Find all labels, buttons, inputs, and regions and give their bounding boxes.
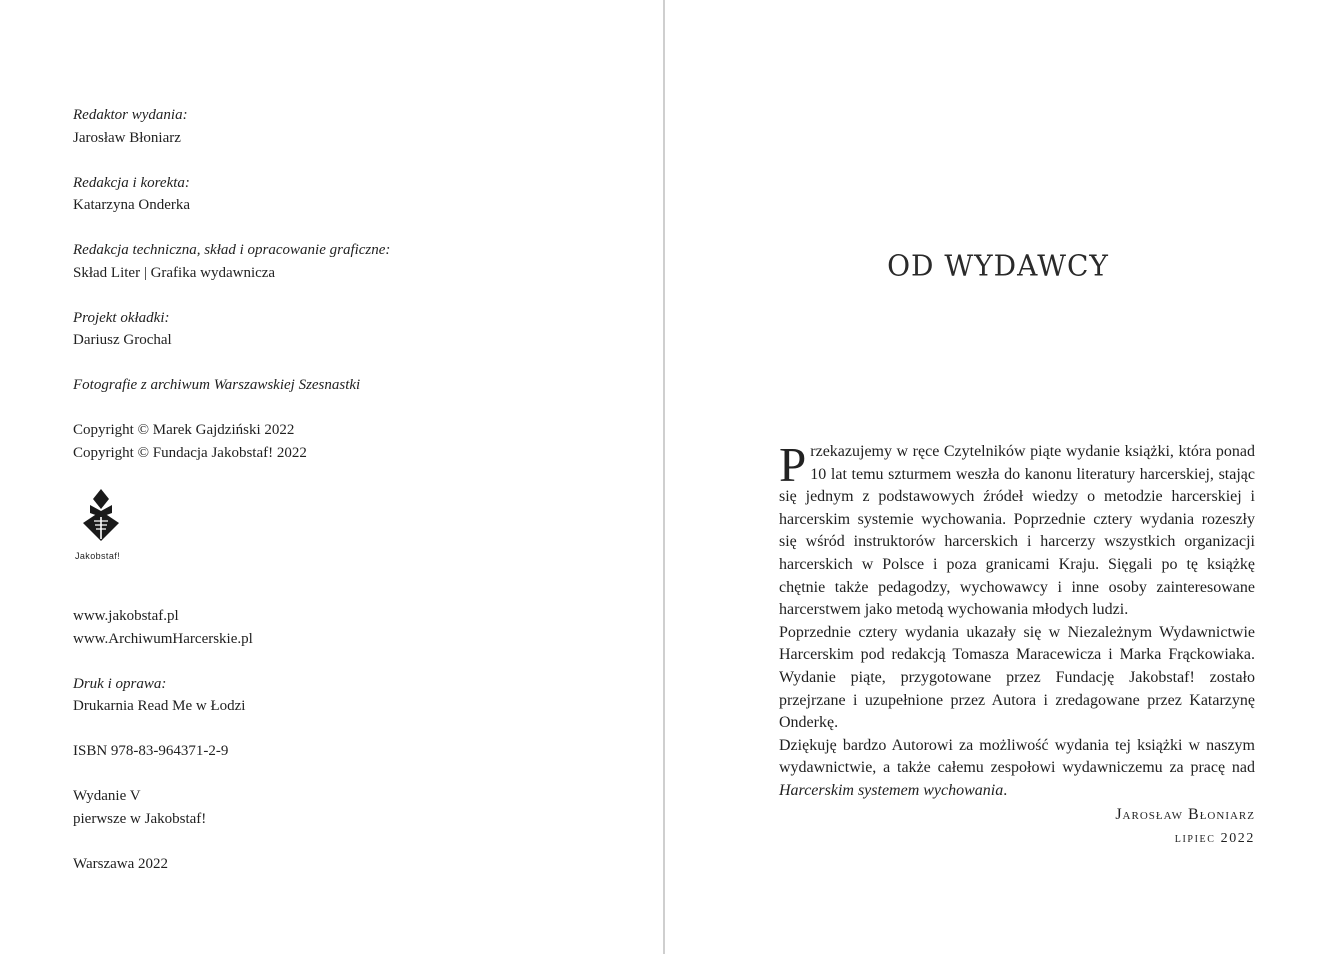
paragraph-3-end: . (1003, 781, 1008, 799)
print-label: Druk i oprawa: (73, 675, 167, 692)
editor-credit (73, 104, 633, 149)
copyright-publisher: Copyright © Fundacja Jakobstaf! 2022 (73, 444, 307, 461)
place-year-block (73, 853, 633, 876)
right-page (665, 0, 1331, 954)
paragraph-1-text: rzekazujemy w ręce Czytelników piąte wydanie książki, która ponad 10 lat temu szturmem weszła do kanonu literatury harcerskiej, stając się jednym z podstawowych źródeł wiedzy o metodzie harcerskiej i harcerskim systemie wychowania. Poprzednie cztery wydania rozeszły się wśród instruktorów harcerskich i harcerzy wszystkich organizacji harcerskich w Polsce i poza granicami Kraju. Sięgali po tę książkę chętnie także pedagodzy, wychowawcy i inne osoby zainteresowane harcerstwem jako metodą wychowania młodych ludzi. (779, 443, 1255, 619)
proofreading-credit (73, 172, 633, 217)
book-title-reference: Harcerskim systemem wychowania (779, 781, 1004, 799)
technical-credit (73, 239, 633, 284)
place-year: Warszawa 2022 (73, 855, 169, 872)
signature (1115, 803, 1255, 851)
fleur-de-lis-icon (81, 487, 121, 543)
photo-credit-text: Fotografie z archiwum Warszawskiej Szesnastki (73, 377, 361, 393)
websites-block (73, 605, 633, 650)
website-archiwum[interactable]: www.ArchiwumHarcerskie.pl (73, 630, 253, 647)
website-jakobstaf[interactable]: www.jakobstaf.pl (73, 608, 179, 624)
edition-block (73, 785, 633, 830)
cover-credit (73, 307, 633, 352)
edition-number: Wydanie V (73, 788, 141, 804)
cover-label: Projekt okładki: (73, 309, 170, 326)
editor-value: Jarosław Błoniarz (73, 129, 181, 146)
signature-date: lipiec 2022 (1174, 831, 1255, 846)
copyright-block (73, 419, 633, 464)
print-value: Drukarnia Read Me w Łodzi (73, 698, 246, 714)
technical-value: Skład Liter | Grafika wydawnicza (73, 264, 276, 281)
cover-value: Dariusz Grochal (73, 332, 172, 348)
print-credit (73, 673, 633, 718)
foreword-text (779, 437, 1255, 803)
publisher-logo (73, 487, 633, 583)
drop-cap: P (779, 437, 807, 492)
imprint-block (73, 104, 633, 898)
isbn-block (73, 740, 633, 763)
foreword-paragraph-2: Poprzednie cztery wydania ukazały się w Niezależnym Wydawnictwie Harcerskim pod redakcją Tomasza Maracewicza i Marka Frąckowiaka. Wydanie piąte, przygotowane przez Fundację Jakobstaf! zostało przejrzane i uzupełnione przez Autora i zredagowane przez Katarzynę Onderkę. (779, 623, 1255, 732)
edition-note: pierwsze w Jakobstaf! (73, 810, 207, 827)
foreword-paragraph-1 (779, 437, 1255, 622)
editor-label: Redaktor wydania: (73, 107, 188, 123)
signature-name: Jarosław Błoniarz (1115, 806, 1255, 823)
logo-text: Jakobstaf! (75, 550, 121, 561)
section-title: OD WYDAWCY (887, 248, 1109, 283)
foreword-paragraph-3 (779, 735, 1255, 803)
technical-label: Redakcja techniczna, skład i opracowanie graficzne: (73, 242, 391, 258)
left-page (0, 0, 663, 954)
photo-credit (73, 374, 633, 397)
isbn: ISBN 978-83-964371-2-9 (73, 743, 229, 759)
proofreading-label: Redakcja i korekta: (73, 174, 190, 191)
proofreading-value: Katarzyna Onderka (73, 197, 191, 213)
copyright-author: Copyright © Marek Gajdziński 2022 (73, 422, 295, 438)
paragraph-3-start: Dziękuję bardzo Autorowi za możliwość wydania tej książki w naszym wydawnictwie, a także całemu zespołowi wydawniczemu za pracę nad (779, 736, 1255, 777)
